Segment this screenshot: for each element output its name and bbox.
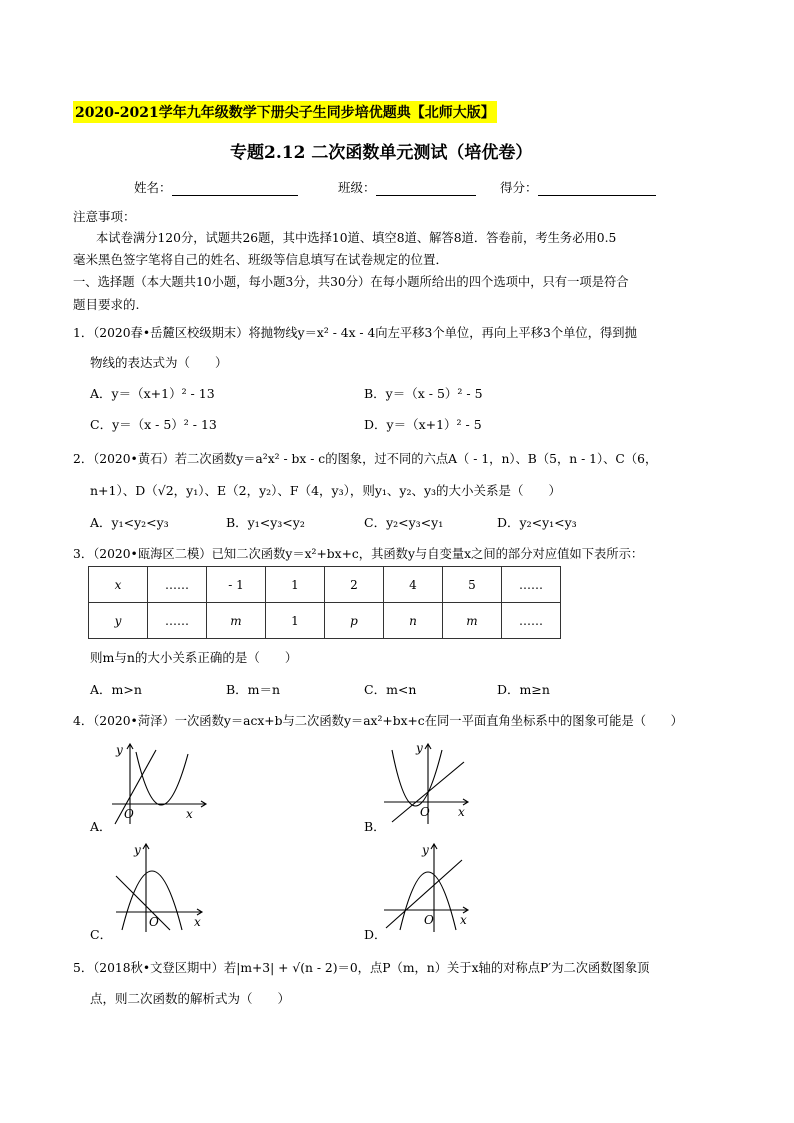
q1-stem-line-1: 1．（2020春•岳麓区校级期末）将抛物线y＝x² - 4x - 4向左平移3个单位，再向上平移3个单位，得到抛: [73, 326, 637, 340]
score-blank[interactable]: [538, 195, 656, 196]
y-axis-label: y: [134, 843, 141, 857]
page-title: 专题2.12 二次函数单元测试（培优卷）: [230, 143, 533, 163]
q4-option-c[interactable]: C．: [90, 927, 113, 942]
table-cell: 4: [384, 567, 443, 603]
table-cell: y: [89, 603, 148, 639]
q2-stem-line-1: 2．（2020•黄石）若二次函数y＝a²x² - bx - c的图象，过不同的六点A（ - 1，n）、B（5，n - 1）、C（6，: [73, 452, 658, 466]
graph-b[interactable]: [376, 742, 476, 827]
table-cell: 1: [266, 567, 325, 603]
origin-label: O: [420, 805, 430, 819]
q3-option-a[interactable]: A．m>n: [90, 682, 142, 697]
q1-option-c[interactable]: C．y＝（x - 5）² - 13: [90, 417, 217, 432]
value-table: [88, 566, 561, 639]
y-axis-label: y: [416, 741, 423, 755]
q4-option-a[interactable]: A．: [90, 819, 112, 834]
q2-option-c[interactable]: C．y₂<y₃<y₁: [364, 515, 444, 530]
class-label: 班级：: [338, 180, 376, 195]
class-field[interactable]: [338, 178, 476, 196]
y-axis-label: y: [116, 743, 123, 757]
x-axis-label: x: [458, 805, 465, 819]
q3-option-b[interactable]: B．m＝n: [226, 682, 281, 697]
table-cell: m: [443, 603, 502, 639]
q1-stem-line-2: 物线的表达式为（ ）: [90, 355, 228, 370]
q4-option-d[interactable]: D．: [364, 927, 387, 942]
q2-option-b[interactable]: B．y₁<y₃<y₂: [226, 515, 305, 530]
table-cell: n: [384, 603, 443, 639]
x-axis-label: x: [460, 913, 467, 927]
q2-option-d[interactable]: D．y₂<y₁<y₃: [497, 515, 577, 530]
q4-stem-line-1: 4．（2020•菏泽）一次函数y＝acx+b与二次函数y＝ax²+bx+c在同一平面直角坐标系中的图象可能是（ ）: [73, 714, 683, 728]
table-cell: 5: [443, 567, 502, 603]
score-field[interactable]: [500, 178, 656, 196]
graph-a[interactable]: [110, 742, 210, 827]
origin-label: O: [149, 915, 159, 929]
q1-option-a[interactable]: A．y＝（x+1）² - 13: [90, 386, 215, 401]
table-row: [89, 603, 561, 639]
class-blank[interactable]: [376, 195, 476, 196]
origin-label: O: [124, 807, 134, 821]
table-cell: 2: [325, 567, 384, 603]
table-cell: p: [325, 603, 384, 639]
q3-option-c[interactable]: C．m<n: [364, 682, 417, 697]
series-header: 2020-2021学年九年级数学下册尖子生同步培优题典【北师大版】: [73, 101, 497, 123]
section-heading-line-2: 题目要求的.: [73, 297, 140, 312]
table-cell: m: [207, 603, 266, 639]
q2-option-a[interactable]: A．y₁<y₂<y₃: [90, 515, 169, 530]
notes-line-1: 本试卷满分120分，试题共26题，其中选择10道、填空8道、解答8道．答卷前，考生务必用0.5: [96, 231, 617, 245]
table-cell: - 1: [207, 567, 266, 603]
linear-graph: [115, 750, 156, 824]
q3-option-d[interactable]: D．m≥n: [497, 682, 550, 697]
q2-stem-line-2: n+1）、D（√2，y₁）、E（2，y₂）、F（4，y₃），则y₁、y₂、y₃的大小关系是（ ）: [90, 483, 562, 498]
table-row: [89, 567, 561, 603]
name-field[interactable]: [134, 178, 298, 196]
table-cell: ……: [502, 567, 561, 603]
table-cell: ……: [148, 603, 207, 639]
table-cell: x: [89, 567, 148, 603]
table-cell: 1: [266, 603, 325, 639]
notes-heading: 注意事项：: [73, 209, 136, 224]
x-axis-label: x: [194, 915, 201, 929]
table-cell: ……: [502, 603, 561, 639]
q5-stem-line-2: 点，则二次函数的解析式为（ ）: [90, 991, 291, 1006]
notes-line-2: 毫米黑色签字笔将自己的姓名、班级等信息填写在试卷规定的位置．: [73, 252, 449, 267]
score-label: 得分：: [500, 180, 538, 195]
parabola-graph: [392, 750, 442, 806]
graph-d[interactable]: [380, 842, 480, 934]
x-axis-label: x: [186, 807, 193, 821]
graph-c[interactable]: [112, 842, 212, 934]
name-label: 姓名：: [134, 180, 172, 195]
q4-option-b[interactable]: B．: [364, 819, 386, 834]
origin-label: O: [424, 913, 434, 927]
y-axis-label: y: [422, 843, 429, 857]
q1-option-b[interactable]: B．y＝（x - 5）² - 5: [364, 386, 483, 401]
name-blank[interactable]: [172, 195, 298, 196]
q1-option-d[interactable]: D．y＝（x+1）² - 5: [364, 417, 482, 432]
q3-stem-line-1: 3．（2020•瓯海区二模）已知二次函数y＝x²+bx+c，其函数y与自变量x之间的部分对应值如下表所示：: [73, 547, 644, 561]
section-heading-line-1: 一、选择题（本大题共10小题，每小题3分，共30分）在每小题所给出的四个选项中，只有一项是符合: [73, 275, 629, 289]
table-cell: ……: [148, 567, 207, 603]
q3-stem-line-2: 则m与n的大小关系正确的是（ ）: [90, 650, 298, 665]
parabola-graph: [136, 752, 188, 805]
q5-stem-line-1: 5．（2018秋•文登区期中）若|m+3| + √(n - 2)＝0，点P（m，n）关于x轴的对称点P′为二次函数图象顶: [73, 961, 650, 975]
